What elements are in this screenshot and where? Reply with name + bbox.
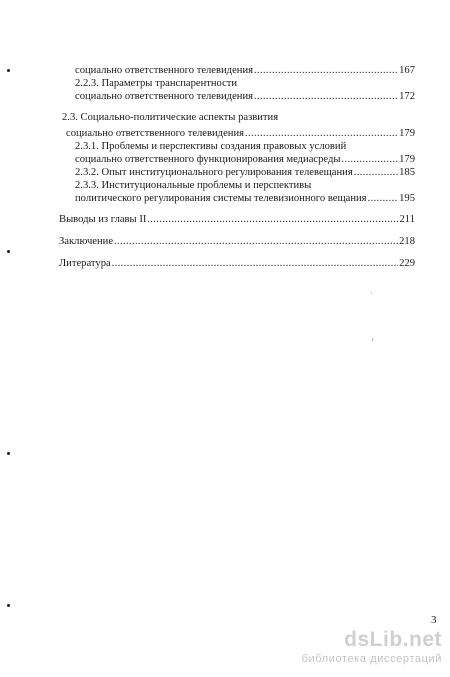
watermark[interactable] — [252, 628, 442, 666]
toc-entry[interactable] — [75, 192, 415, 205]
toc-entry-page: 179 — [399, 154, 415, 165]
toc-leader-dots — [114, 235, 398, 248]
toc-leader-dots — [147, 213, 398, 226]
toc-entry-page: 211 — [399, 214, 415, 225]
toc-entry[interactable] — [59, 235, 415, 248]
toc-entry-page: 167 — [399, 65, 415, 76]
toc-entry[interactable] — [66, 127, 415, 140]
toc-entry[interactable] — [75, 64, 415, 77]
toc-section-title: 2.3. Социально-политические аспекты развития — [62, 112, 279, 123]
scan-mark — [7, 69, 10, 72]
toc-leader-dots — [368, 192, 399, 205]
toc-leader-dots — [342, 153, 399, 166]
toc-leader-dots — [254, 64, 398, 77]
toc-entry-title: социально ответственного телевидения — [66, 128, 244, 139]
page-number: 3 — [431, 614, 437, 626]
toc-entry-title: 2.2.3. Параметры транспарентности — [75, 78, 238, 89]
scan-speck: ι — [372, 337, 374, 343]
toc-entry-title: 2.3.1. Проблемы и перспективы создания правовых условий — [75, 141, 347, 152]
toc-entry-page: 195 — [399, 193, 415, 204]
toc-leader-dots — [354, 166, 398, 179]
toc-entry[interactable] — [59, 257, 415, 270]
toc-entry-title: 2.3.2. Опыт институционального регулирования телевещания — [75, 167, 353, 178]
toc-entry[interactable] — [75, 90, 415, 103]
toc-entry-title: социально ответственного функционирования медиасреды — [75, 154, 341, 165]
toc-leader-dots — [112, 257, 398, 270]
toc-entry-page: 229 — [399, 258, 415, 269]
toc-entry-title: социально ответственного телевидения — [75, 91, 253, 102]
toc-entry-page: 218 — [399, 236, 415, 247]
toc-entry-page: 172 — [399, 91, 415, 102]
toc-entry-title: Заключение — [59, 236, 114, 247]
toc-entry-page: 185 — [399, 167, 415, 178]
watermark-subtitle: библиотека диссертаций — [301, 653, 442, 665]
watermark-logo: dsLib.net — [344, 628, 442, 651]
scan-mark — [7, 452, 10, 455]
scan-mark — [7, 250, 10, 253]
toc-entry[interactable] — [59, 213, 415, 226]
toc-leader-dots — [254, 90, 398, 103]
toc-entry-title: Литература — [59, 258, 111, 269]
toc-entry-title: 2.3.3. Институциональные проблемы и перспективы — [75, 180, 312, 191]
toc-entry[interactable] — [75, 166, 415, 179]
toc-entry-title: Выводы из главы II — [59, 214, 147, 225]
scan-speck: , — [371, 289, 373, 295]
toc-entry[interactable] — [75, 153, 415, 166]
scan-mark — [7, 604, 10, 607]
toc-leader-dots — [245, 127, 398, 140]
toc-entry-page: 179 — [399, 128, 415, 139]
toc-entry-title: социально ответственного телевидения — [75, 65, 253, 76]
toc-entry-title: политического регулирования системы телевизионного вещания — [75, 193, 367, 204]
